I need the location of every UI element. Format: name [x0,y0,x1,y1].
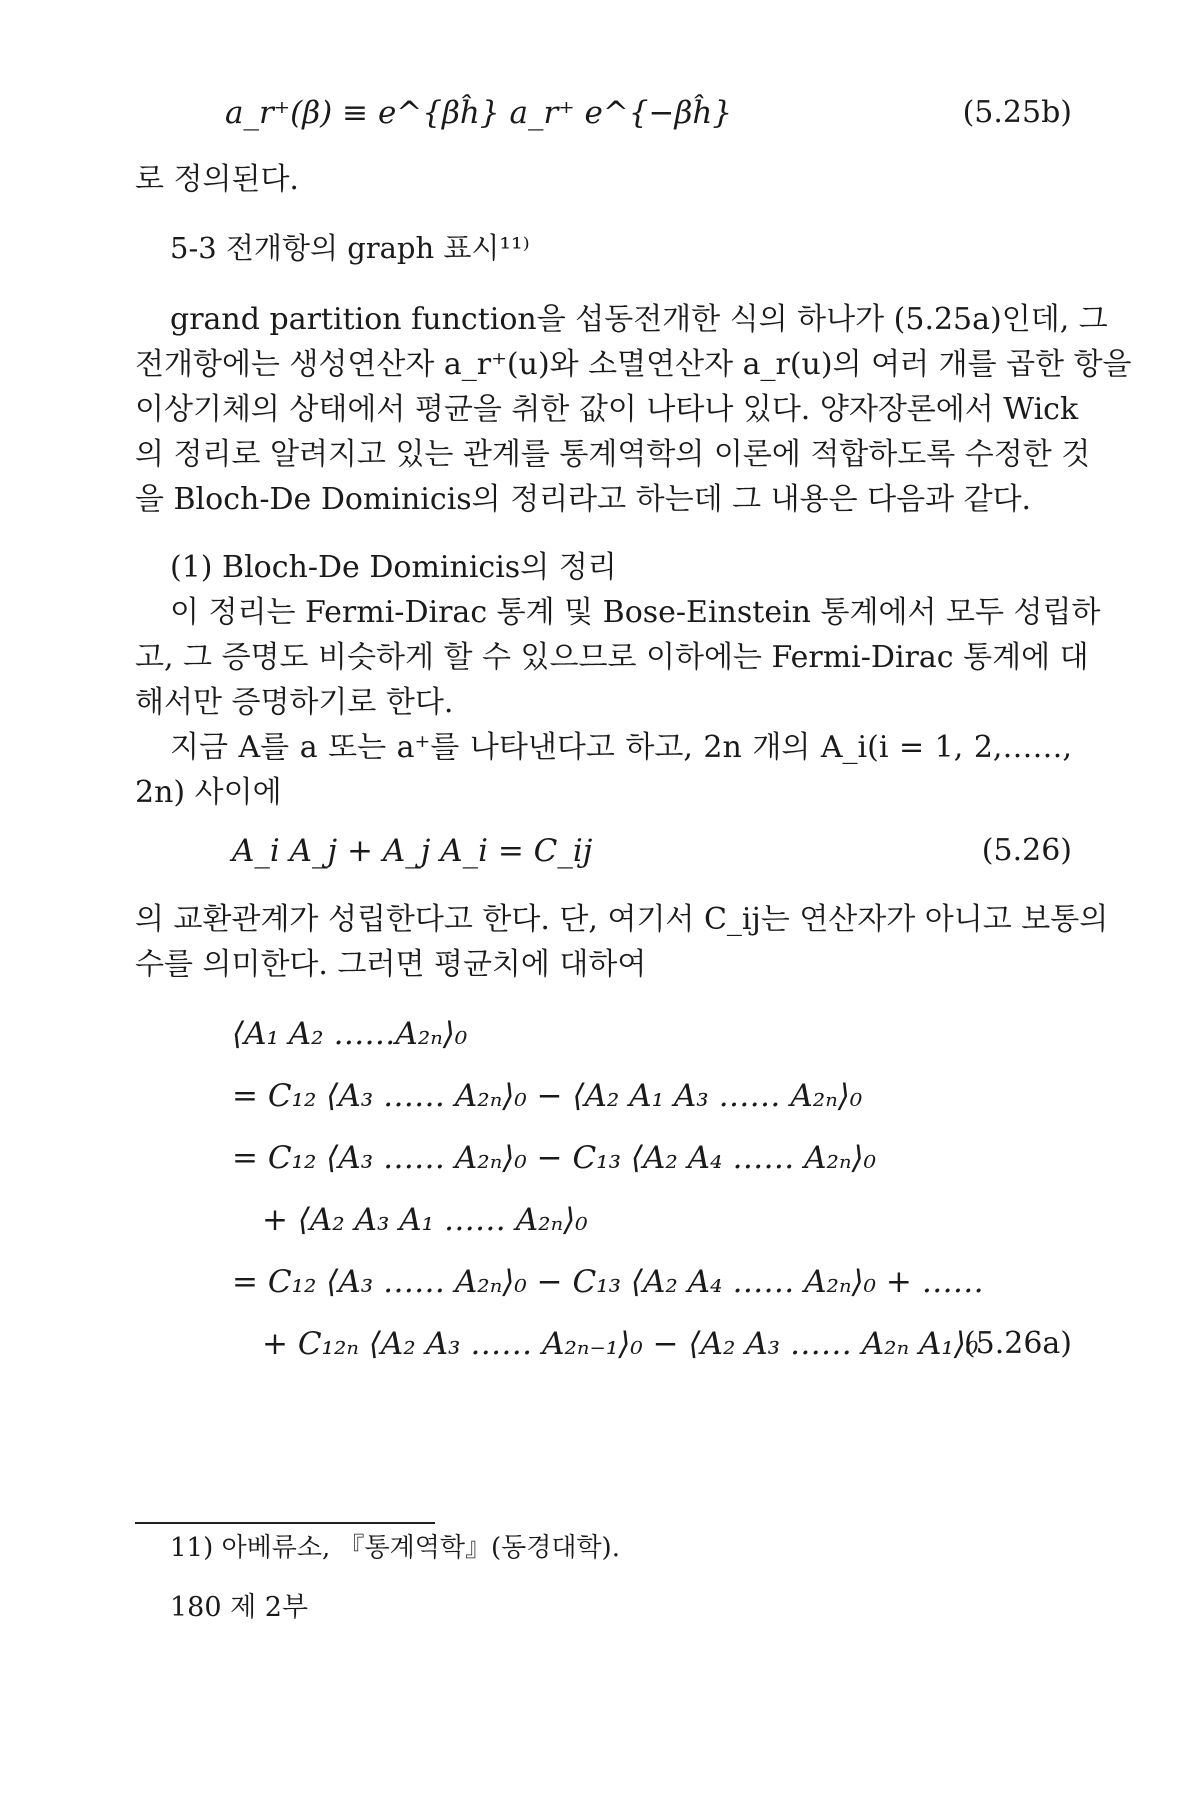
paragraph-line: 이 정리는 Fermi-Dirac 통계 및 Bose-Einstein 통계에서 모두 성립하 [170,595,1101,630]
equation-5-26a-line: + C₁₂ₙ ⟨A₂ A₃ …… A₂ₙ₋₁⟩₀ − ⟨A₂ A₃ …… A₂ₙ A₁⟩₀ [262,1326,979,1362]
equation-5-26a-line: = C₁₂ ⟨A₃ …… A₂ₙ⟩₀ − C₁₃ ⟨A₂ A₄ …… A₂ₙ⟩₀ + …… [232,1264,984,1300]
equation-number-5-26: (5.26) [981,833,1072,868]
paragraph-line: 지금 A를 a 또는 a⁺를 나타낸다고 하고, 2n 개의 A_i(i = 1, 2,……, [170,730,1072,765]
equation-5-25b: a_r⁺(β) ≡ e^{βĥ} a_r⁺ e^{−βĥ} [225,95,733,131]
subheading-bloch-de-dominicis: (1) Bloch-De Dominicis의 정리 [170,550,617,585]
equation-5-26a-line: = C₁₂ ⟨A₃ …… A₂ₙ⟩₀ − C₁₃ ⟨A₂ A₄ …… A₂ₙ⟩₀ [232,1140,877,1176]
page-number: 180 제 2부 [170,1592,309,1623]
footnote-11: 11) 아베류소, 『통계역학』(동경대학). [170,1533,620,1563]
equation-5-26: A_i A_j + A_j A_i = C_ij [232,833,593,869]
paragraph-definition-end: 로 정의된다. [135,162,299,197]
paragraph-line: 해서만 증명하기로 한다. [135,685,454,720]
paragraph-line: 2n) 사이에 [135,775,282,810]
paragraph-line: 을 Bloch-De Dominicis의 정리라고 하는데 그 내용은 다음과 같다. [135,482,1032,517]
paragraph-line: 의 교환관계가 성립한다고 한다. 단, 여기서 C_ij는 연산자가 아니고 보통의 [135,902,1109,937]
paragraph-line: 전개항에는 생성연산자 a_r⁺(u)와 소멸연산자 a_r(u)의 여러 개를 곱한 항을 [135,347,1132,382]
paragraph-line: 수를 의미한다. 그러면 평균치에 대하여 [135,947,647,982]
equation-number-5-25b: (5.25b) [962,95,1072,130]
paragraph-line: 고, 그 증명도 비슷하게 할 수 있으므로 이하에는 Fermi-Dirac 통계에 대 [135,640,1089,675]
paragraph-line: 이상기체의 상태에서 평균을 취한 값이 나타나 있다. 양자장론에서 Wick [135,392,1079,427]
footnote-rule [135,1522,435,1524]
equation-5-26a-line: ⟨A₁ A₂ ……A₂ₙ⟩₀ [232,1016,468,1052]
paragraph-line: 의 정리로 알려지고 있는 관계를 통계역학의 이론에 적합하도록 수정한 것 [135,437,1091,472]
equation-5-26a-line: = C₁₂ ⟨A₃ …… A₂ₙ⟩₀ − ⟨A₂ A₁ A₃ …… A₂ₙ⟩₀ [232,1078,863,1114]
paragraph-line: grand partition function을 섭동전개한 식의 하나가 (5.25a)인데, 그 [170,302,1108,337]
equation-5-26a-line: + ⟨A₂ A₃ A₁ …… A₂ₙ⟩₀ [262,1202,588,1238]
section-heading-5-3: 5-3 전개항의 graph 표시¹¹⁾ [170,231,530,265]
equation-number-5-26a: (5.26a) [963,1326,1072,1361]
